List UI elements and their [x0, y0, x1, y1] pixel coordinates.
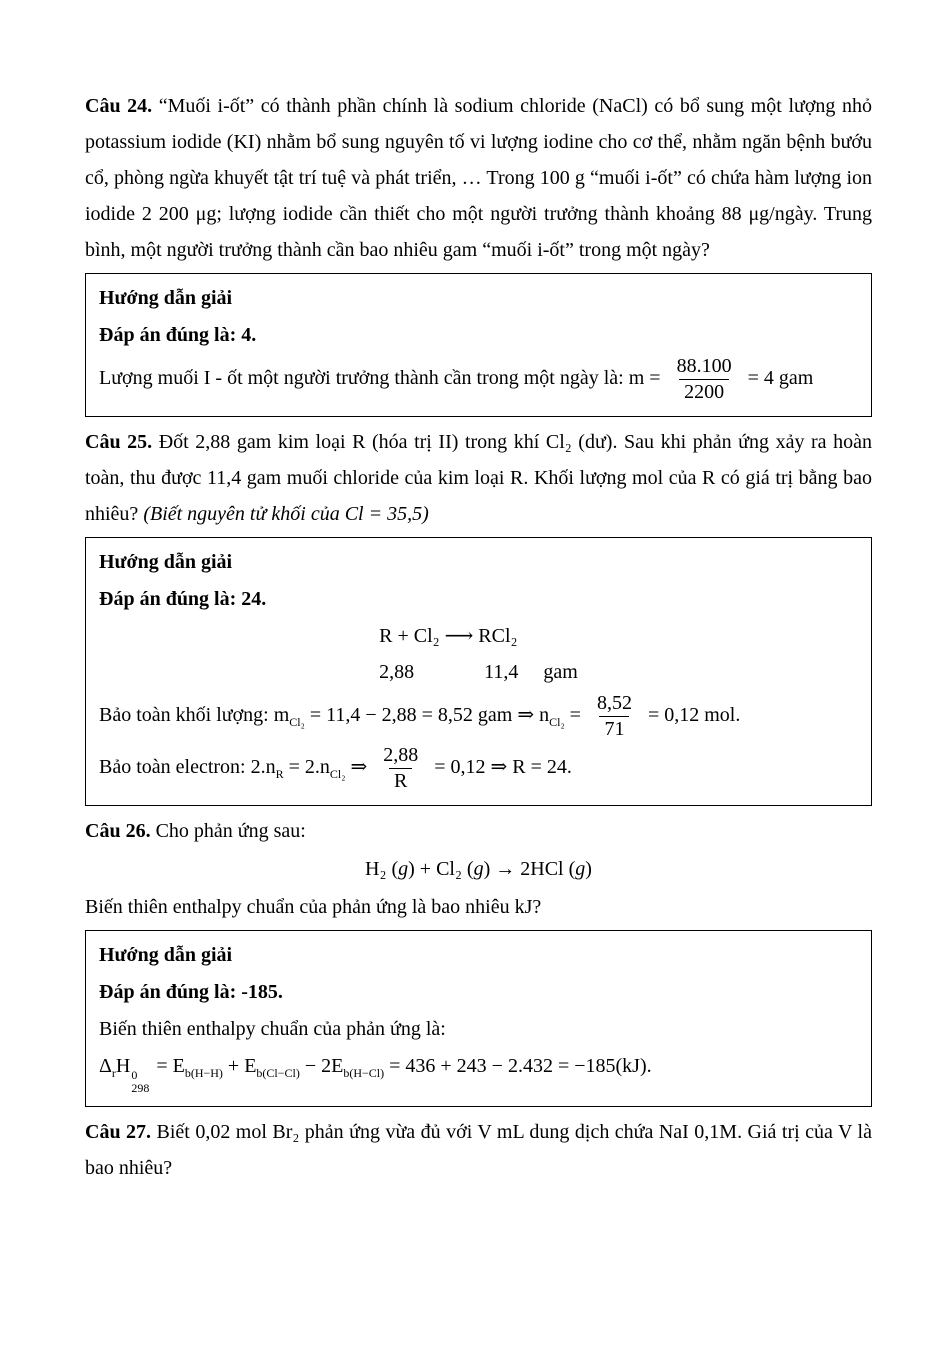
- equation-26-part: ): [585, 858, 592, 880]
- solution-box-24: [85, 273, 872, 417]
- fraction-25a-numerator: 8,52: [596, 692, 632, 714]
- question-26: [85, 813, 872, 849]
- question-25: [85, 424, 872, 532]
- enthalpy-superscript: 0: [131, 1067, 138, 1082]
- mass-balance-sub1: Cl₂: [289, 715, 305, 730]
- equation-25-line2: 2,88 11,4 gam: [379, 661, 578, 683]
- mass-balance-line: [99, 691, 858, 742]
- equation-26-part: ) → 2HCl (: [483, 858, 576, 880]
- enthalpy-result: = 436 + 243 − 2.432 = −185(kJ).: [384, 1055, 652, 1077]
- enthalpy-subscript: 298: [131, 1080, 150, 1095]
- fraction-25a: [592, 691, 637, 742]
- question-24-text: “Muối i-ốt” có thành phần chính là sodium chloride (NaCl) có bổ sung một lượng nhỏ potassium iodide (KI) nhằm bổ sung nguyên tố vi lượng iodine cho cơ thể, nhằm ngăn bệnh bướu cổ, phòng ngừa khuyết tật trí tuệ và phát triển, … Trong 100 g “muối i-ốt” có chứa hàm lượng ion iodide 2 200 μg; lượng iodide cần thiết cho một người trưởng thành khoảng 88 μg/ngày. Trung bình, một người trưởng thành cần bao nhiêu gam “muối i-ốt” trong một ngày?: [85, 95, 872, 261]
- enthalpy-formula: [99, 1048, 858, 1095]
- enthalpy-symbol: H: [115, 1055, 131, 1077]
- fraction-24-numerator: 88.100: [676, 355, 732, 377]
- reaction-equation-26: [85, 851, 872, 887]
- answer-line-26: Đáp án đúng là: -185.: [99, 981, 283, 1003]
- mass-balance-mid: = 11,4 − 2,88 = 8,52 gam ⇒ n: [304, 704, 550, 727]
- bond-energy-term: + E: [222, 1055, 257, 1077]
- solution-box-25: [85, 537, 872, 806]
- solution-heading-25: Hướng dẫn giải: [99, 551, 233, 573]
- equation-25-line1: R + Cl₂ ⟶ RCl₂: [379, 625, 518, 647]
- fraction-24-denominator: 2200: [679, 379, 729, 405]
- fraction-25b: [378, 743, 423, 794]
- bond-energy-term: − 2E: [299, 1055, 344, 1077]
- reaction-equation-25: [99, 618, 858, 690]
- question-24-label: Câu 24.: [85, 95, 153, 117]
- electron-balance-sub1: R: [275, 767, 284, 782]
- question-27-text: Biết 0,02 mol Br₂ phản ứng vừa đủ với V mL dung dịch chứa NaI 0,1M. Giá trị của V là bao nhiêu?: [85, 1120, 872, 1179]
- fraction-24: [672, 354, 737, 405]
- fraction-25b-numerator: 2,88: [383, 744, 419, 766]
- question-24: [85, 88, 872, 268]
- question-25-text: Đốt 2,88 gam kim loại R (hóa trị II) trong khí Cl₂ (dư). Sau khi phản ứng xảy ra hoàn toàn, thu được 11,4 gam muối chloride của kim loại R. Khối lượng mol của R có giá trị bằng bao nhiêu?: [85, 431, 872, 525]
- bond-energy-sub: b(H−Cl): [343, 1066, 385, 1080]
- equation-26-part: ) + Cl₂ (: [408, 858, 474, 880]
- bond-energy-term: = E: [151, 1055, 185, 1077]
- electron-balance-result: = 0,12 ⇒ R = 24.: [429, 756, 572, 779]
- question-26-text2: Biến thiên enthalpy chuẩn của phản ứng là bao nhiêu kJ?: [85, 896, 542, 918]
- answer-line-25: Đáp án đúng là: 24.: [99, 588, 267, 610]
- solution-box-26: [85, 930, 872, 1107]
- equation-26-gas: g: [575, 858, 586, 880]
- delta-symbol: Δ: [99, 1055, 112, 1077]
- equation-26-gas: g: [473, 858, 484, 880]
- mass-balance-eq: =: [564, 704, 586, 727]
- solution-calc-24: [99, 354, 858, 405]
- question-26-label: Câu 26.: [85, 820, 151, 842]
- question-27: [85, 1114, 872, 1186]
- calc-24-text: Lượng muối I - ốt một người trưởng thành cần trong một ngày là: m =: [99, 367, 666, 390]
- equation-26-part: H₂ (: [365, 858, 399, 880]
- calc-24-result: = 4 gam: [742, 367, 814, 390]
- bond-energy-sub: b(H−H): [184, 1066, 223, 1080]
- electron-balance-sub2: Cl₂: [329, 767, 346, 782]
- question-25-note: (Biết nguyên tử khối của Cl = 35,5): [143, 503, 429, 525]
- mass-balance-text: Bảo toàn khối lượng: m: [99, 704, 290, 727]
- electron-balance-text: Bảo toàn electron: 2.n: [99, 756, 276, 779]
- electron-balance-arrow: ⇒: [345, 756, 373, 779]
- answer-line-24: Đáp án đúng là: 4.: [99, 324, 257, 346]
- mass-balance-sub2: Cl₂: [549, 715, 565, 730]
- question-26-text: Cho phản ứng sau:: [150, 820, 306, 842]
- equation-26-gas: g: [398, 858, 409, 880]
- fraction-25b-denominator: R: [389, 768, 412, 794]
- fraction-25a-denominator: 71: [599, 716, 629, 742]
- solution-26-intro: Biến thiên enthalpy chuẩn của phản ứng là:: [99, 1018, 446, 1040]
- enthalpy-supsub: [131, 1069, 149, 1095]
- question-27-label: Câu 27.: [85, 1120, 152, 1143]
- delta-subscript: r: [111, 1066, 116, 1080]
- electron-balance-mid: = 2.n: [283, 756, 330, 779]
- solution-heading-26: Hướng dẫn giải: [99, 944, 233, 966]
- electron-balance-line: [99, 743, 858, 794]
- mass-balance-result: = 0,12 mol.: [642, 704, 741, 727]
- question-25-label: Câu 25.: [85, 431, 153, 453]
- solution-heading-24: Hướng dẫn giải: [99, 287, 233, 309]
- bond-energy-sub: b(Cl−Cl): [256, 1066, 300, 1080]
